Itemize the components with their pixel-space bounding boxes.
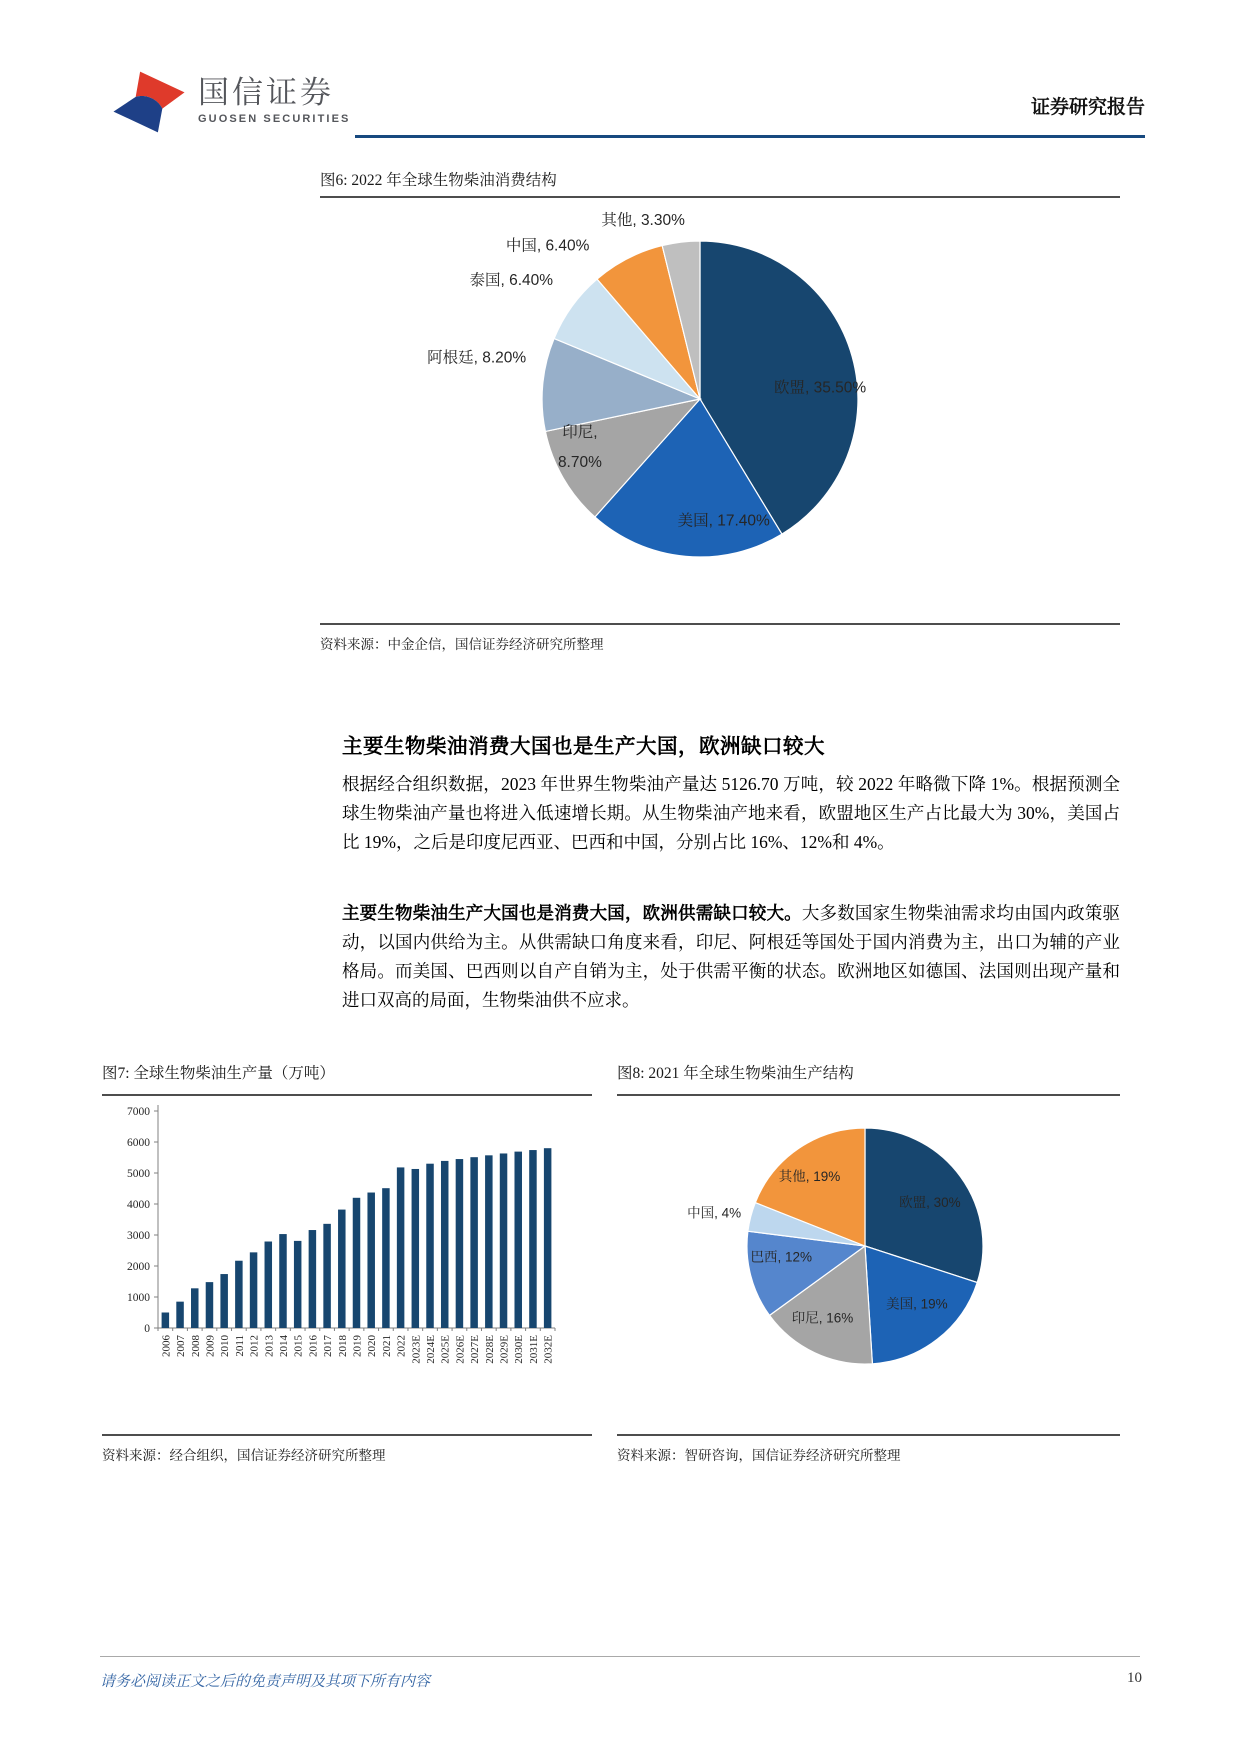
bar-2023E xyxy=(412,1169,420,1328)
x-label-2012: 2012 xyxy=(248,1335,261,1357)
x-label-2031E: 2031E xyxy=(527,1335,540,1364)
bar-2013 xyxy=(265,1242,273,1328)
pie-label-其他: 其他, 19% xyxy=(778,1169,841,1185)
x-label-2010: 2010 xyxy=(219,1335,232,1357)
figure8-bottom-rule xyxy=(617,1434,1120,1436)
pie-label-印尼: 印尼, 8.70% xyxy=(557,423,602,471)
bar-2024E xyxy=(426,1164,434,1328)
x-label-2015: 2015 xyxy=(292,1335,305,1357)
x-label-2028E: 2028E xyxy=(483,1335,496,1364)
bar-2020 xyxy=(367,1193,375,1328)
x-label-2013: 2013 xyxy=(263,1335,276,1357)
bar-2028E xyxy=(485,1155,493,1328)
bar-2021 xyxy=(382,1188,390,1328)
bar-2031E xyxy=(529,1150,537,1328)
bar-2027E xyxy=(470,1157,478,1328)
figure8-pie-chart xyxy=(617,1098,1120,1413)
figure8-title: 图8: 2021 年全球生物柴油生产结构 xyxy=(617,1065,854,1082)
x-label-2007: 2007 xyxy=(175,1335,188,1357)
y-tick-7000: 7000 xyxy=(127,1106,150,1118)
y-tick-0: 0 xyxy=(144,1323,150,1335)
paragraph-1: 根据经合组织数据，2023 年世界生物柴油产量达 5126.70 万吨，较 2022 年略微下降 1%。根据预测全球生物柴油产量也将进入低速增长期。从生物柴油产地来看，欧盟地区生产占比最大为 30%，美国占比 19%，之后是印度尼西亚、巴西和中国，分别占比 16%、12%和 4%。 xyxy=(342,774,1120,852)
x-label-2011: 2011 xyxy=(233,1335,246,1357)
y-tick-1000: 1000 xyxy=(127,1292,150,1304)
x-label-2017: 2017 xyxy=(322,1335,335,1357)
pie-label-泰国: 泰国, 6.40% xyxy=(469,272,554,290)
guosen-logo-icon xyxy=(112,70,186,134)
figure6-title: 图6: 2022 年全球生物柴油消费结构 xyxy=(320,172,557,189)
bar-2025E xyxy=(441,1161,449,1328)
logo-blue-shape xyxy=(113,96,162,132)
bar-2009 xyxy=(206,1282,214,1328)
x-label-2026E: 2026E xyxy=(454,1335,467,1364)
footer-rule xyxy=(100,1656,1140,1657)
x-label-2016: 2016 xyxy=(307,1335,320,1357)
x-label-2018: 2018 xyxy=(336,1335,349,1357)
bar-2032E xyxy=(544,1148,552,1328)
x-label-2030E: 2030E xyxy=(513,1335,526,1364)
x-label-2006: 2006 xyxy=(160,1335,173,1357)
x-label-2014: 2014 xyxy=(277,1335,290,1357)
brand-name-en: GUOSEN SECURITIES xyxy=(198,113,351,125)
pie-label-美国: 美国, 17.40% xyxy=(677,512,770,530)
x-label-2025E: 2025E xyxy=(439,1335,452,1364)
brand-block xyxy=(198,76,350,125)
bar-2010 xyxy=(220,1274,228,1328)
paragraph-2-lead: 主要生物柴油生产大国也是消费大国，欧洲供需缺口较大。 xyxy=(342,903,802,923)
bar-2017 xyxy=(323,1224,331,1328)
bar-2019 xyxy=(353,1198,361,1328)
brand-name-cn: 国信证券 xyxy=(198,75,334,110)
figure7-top-rule xyxy=(102,1094,592,1096)
bar-2016 xyxy=(309,1230,317,1328)
pie-label-欧盟: 欧盟, 30% xyxy=(899,1195,961,1211)
section-heading: 主要生物柴油消费大国也是生产大国，欧洲缺口较大 xyxy=(342,735,825,758)
pie-label-中国: 中国, 6.40% xyxy=(505,237,590,255)
figure7-source: 资料来源：经合组织，国信证券经济研究所整理 xyxy=(102,1448,386,1463)
x-label-2019: 2019 xyxy=(351,1335,364,1357)
footer-disclaimer: 请务必阅读正文之后的免责声明及其项下所有内容 xyxy=(100,1673,431,1690)
x-label-2024E: 2024E xyxy=(425,1335,438,1364)
paragraph-2-rest: 大多数国家生物柴油需求均由国内政策驱动，以国内供给为主。从供需缺口角度来看，印尼、阿根廷等国处于国内消费为主，出口为辅的产业格局。而美国、巴西则以自产自销为主，处于供需平衡的状态。欧洲地区如德国、法国则出现产量和进口双高的局面，生物柴油供不应求。 xyxy=(342,903,1121,1010)
x-label-2008: 2008 xyxy=(189,1335,202,1357)
bar-2022 xyxy=(397,1167,405,1328)
bar-2026E xyxy=(456,1159,464,1328)
bar-2006 xyxy=(162,1313,170,1329)
figure6-top-rule xyxy=(320,196,1120,198)
pie-label-巴西: 巴西, 12% xyxy=(750,1249,812,1265)
bar-2011 xyxy=(235,1261,243,1328)
x-label-2029E: 2029E xyxy=(498,1335,511,1364)
bar-2012 xyxy=(250,1252,258,1328)
figure8-source: 资料来源：智研咨询，国信证券经济研究所整理 xyxy=(617,1448,901,1463)
report-type-label: 证券研究报告 xyxy=(1030,97,1145,118)
header-rule xyxy=(355,135,1145,138)
y-tick-4000: 4000 xyxy=(127,1199,150,1211)
y-tick-3000: 3000 xyxy=(127,1230,150,1242)
x-label-2021: 2021 xyxy=(380,1335,393,1357)
x-label-2009: 2009 xyxy=(204,1335,217,1357)
figure6-pie-chart xyxy=(320,199,1120,592)
x-label-2020: 2020 xyxy=(366,1335,379,1357)
pie-label-阿根廷: 阿根廷, 8.20% xyxy=(427,349,527,367)
bar-2014 xyxy=(279,1234,287,1328)
pie-label-中国: 中国, 4% xyxy=(687,1205,742,1221)
bar-2007 xyxy=(176,1302,184,1328)
bar-2008 xyxy=(191,1288,199,1328)
y-tick-5000: 5000 xyxy=(127,1168,150,1180)
x-label-2022: 2022 xyxy=(395,1335,408,1357)
x-label-2032E: 2032E xyxy=(542,1335,555,1364)
pie-label-欧盟: 欧盟, 35.50% xyxy=(773,379,867,397)
bar-2018 xyxy=(338,1210,346,1328)
figure7-title: 图7: 全球生物柴油生产量（万吨） xyxy=(102,1065,335,1082)
figure6-source: 资料来源：中金企信，国信证券经济研究所整理 xyxy=(320,637,604,652)
figure7-bottom-rule xyxy=(102,1434,592,1436)
figure7-bar-chart xyxy=(100,1098,592,1428)
bar-2029E xyxy=(500,1153,508,1328)
pie-label-其他: 其他, 3.30% xyxy=(601,212,685,230)
y-tick-2000: 2000 xyxy=(127,1261,150,1273)
x-label-2023E: 2023E xyxy=(410,1335,423,1364)
figure6-bottom-rule xyxy=(320,623,1120,625)
paragraph-2 xyxy=(342,899,1120,1015)
pie-label-印尼: 印尼, 16% xyxy=(791,1310,854,1326)
pie-label-美国: 美国, 19% xyxy=(886,1296,948,1312)
bar-2015 xyxy=(294,1241,302,1328)
figure8-top-rule xyxy=(617,1094,1120,1096)
x-label-2027E: 2027E xyxy=(469,1335,482,1364)
bar-2030E xyxy=(514,1152,522,1328)
y-tick-6000: 6000 xyxy=(127,1137,150,1149)
page-number: 10 xyxy=(1127,1670,1142,1686)
